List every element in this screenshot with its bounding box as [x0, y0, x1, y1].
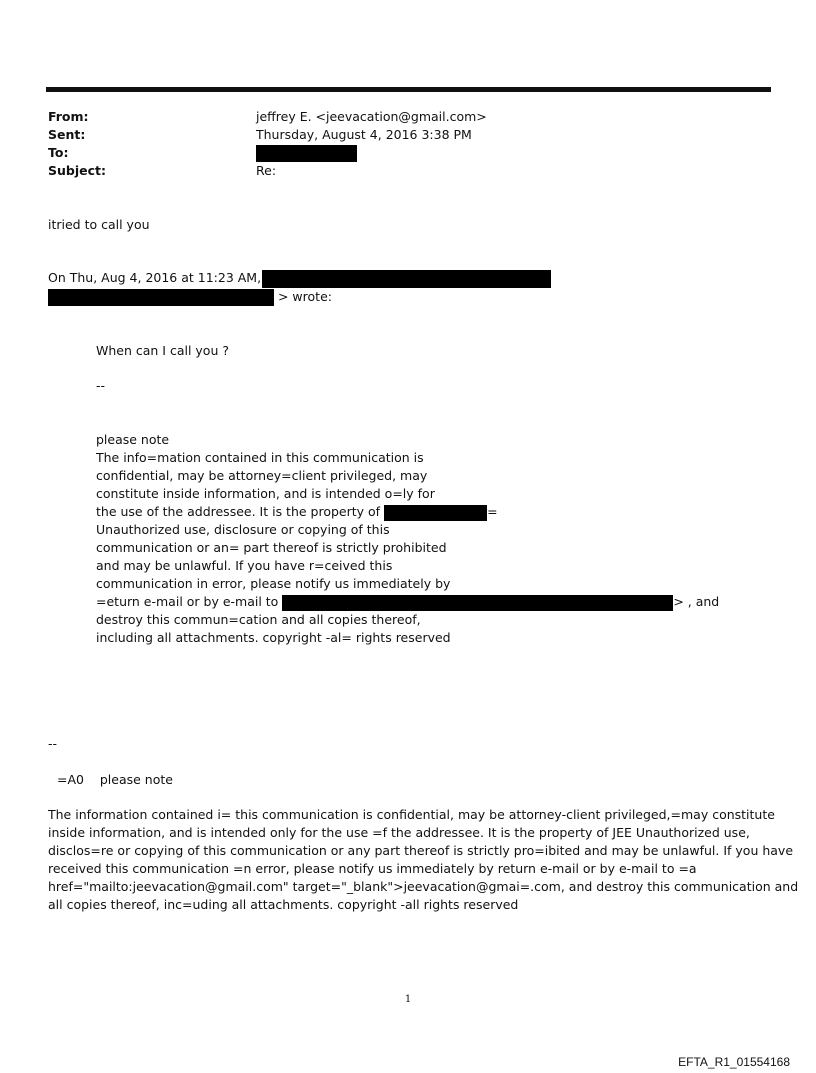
disclaimer-line: confidential, may be attorney=client privileged, may: [96, 468, 428, 483]
footer-disclaimer-line: href="mailto:jeevacation@gmail.com" target="_blank">jeevacation@gmai=.com, and destroy this communication and: [48, 879, 799, 894]
from-label: From:: [48, 109, 89, 124]
quote-intro-text: On Thu, Aug 4, 2016 at 11:23 AM,: [48, 270, 262, 285]
quoted-dashes: --: [96, 378, 106, 393]
subject-value: Re:: [256, 163, 277, 178]
footer-disclaimer-line: received this communication =n error, please notify us immediately by return e-mail or by e-mail to =a: [48, 861, 697, 876]
quoted-disclaimer: [96, 431, 719, 647]
redaction-box: [256, 145, 357, 162]
footer-disclaimer-line: disclos=re or copying of this communication or any part thereof is strictly pro=ibited and may be unlawful. If you have: [48, 843, 794, 858]
disclaimer-line-email: [96, 593, 719, 611]
quote-intro-line1: [48, 269, 551, 288]
footer-disclaimer-line: The information contained i= this communication is confidential, may be attorney-client privileged,=may constitute: [48, 807, 775, 822]
disclaimer-line: communication in error, please notify us immediately by: [96, 576, 451, 591]
to-value-redacted: [256, 144, 357, 162]
sent-value: Thursday, August 4, 2016 3:38 PM: [256, 127, 472, 142]
sent-label: Sent:: [48, 127, 86, 142]
disclaimer-line: and may be unlawful. If you have r=ceived this: [96, 558, 393, 573]
header-rule: [46, 87, 771, 92]
message-text: itried to call you: [48, 217, 150, 232]
email-text: =eturn e-mail or by e-mail to: [96, 594, 279, 609]
email-suffix: > , and: [673, 594, 720, 609]
redaction-box: [262, 270, 551, 288]
disclaimer-line: including all attachments. copyright -al= rights reserved: [96, 630, 451, 645]
disclaimer-line: destroy this commun=cation and all copies thereof,: [96, 612, 421, 627]
redaction-box: [384, 505, 487, 521]
quote-intro-line2: [48, 288, 332, 306]
from-value: jeffrey E. <jeevacation@gmail.com>: [256, 109, 487, 124]
footer-disclaimer: [48, 806, 799, 914]
disclaimer-line: The info=mation contained in this communication is: [96, 450, 424, 465]
quoted-question: When can I call you ?: [96, 343, 229, 358]
signature-note: =A0 please note: [57, 772, 173, 787]
redaction-box: [282, 595, 673, 611]
redaction-box: [48, 289, 274, 306]
footer-disclaimer-line: all copies thereof, inc=uding all attachments. copyright -all rights reserved: [48, 897, 519, 912]
disclaimer-line: please note: [96, 432, 170, 447]
disclaimer-line: Unauthorized use, disclosure or copying of this: [96, 522, 390, 537]
subject-label: Subject:: [48, 163, 106, 178]
disclaimer-line-property: [96, 503, 719, 521]
disclaimer-line: communication or an= part thereof is strictly prohibited: [96, 540, 447, 555]
page-number: 1: [404, 994, 412, 1005]
signature-dashes: --: [48, 736, 58, 751]
quote-intro-wrote: > wrote:: [277, 289, 332, 304]
property-text: the use of the addressee. It is the property of: [96, 504, 381, 519]
property-suffix: =: [487, 504, 498, 519]
disclaimer-line: constitute inside information, and is intended o=ly for: [96, 486, 435, 501]
document-id: EFTA_R1_01554168: [678, 1055, 790, 1069]
footer-disclaimer-line: inside information, and is intended only for the use =f the addressee. It is the property of JEE Unauthorized use,: [48, 825, 750, 840]
to-label: To:: [48, 145, 69, 160]
